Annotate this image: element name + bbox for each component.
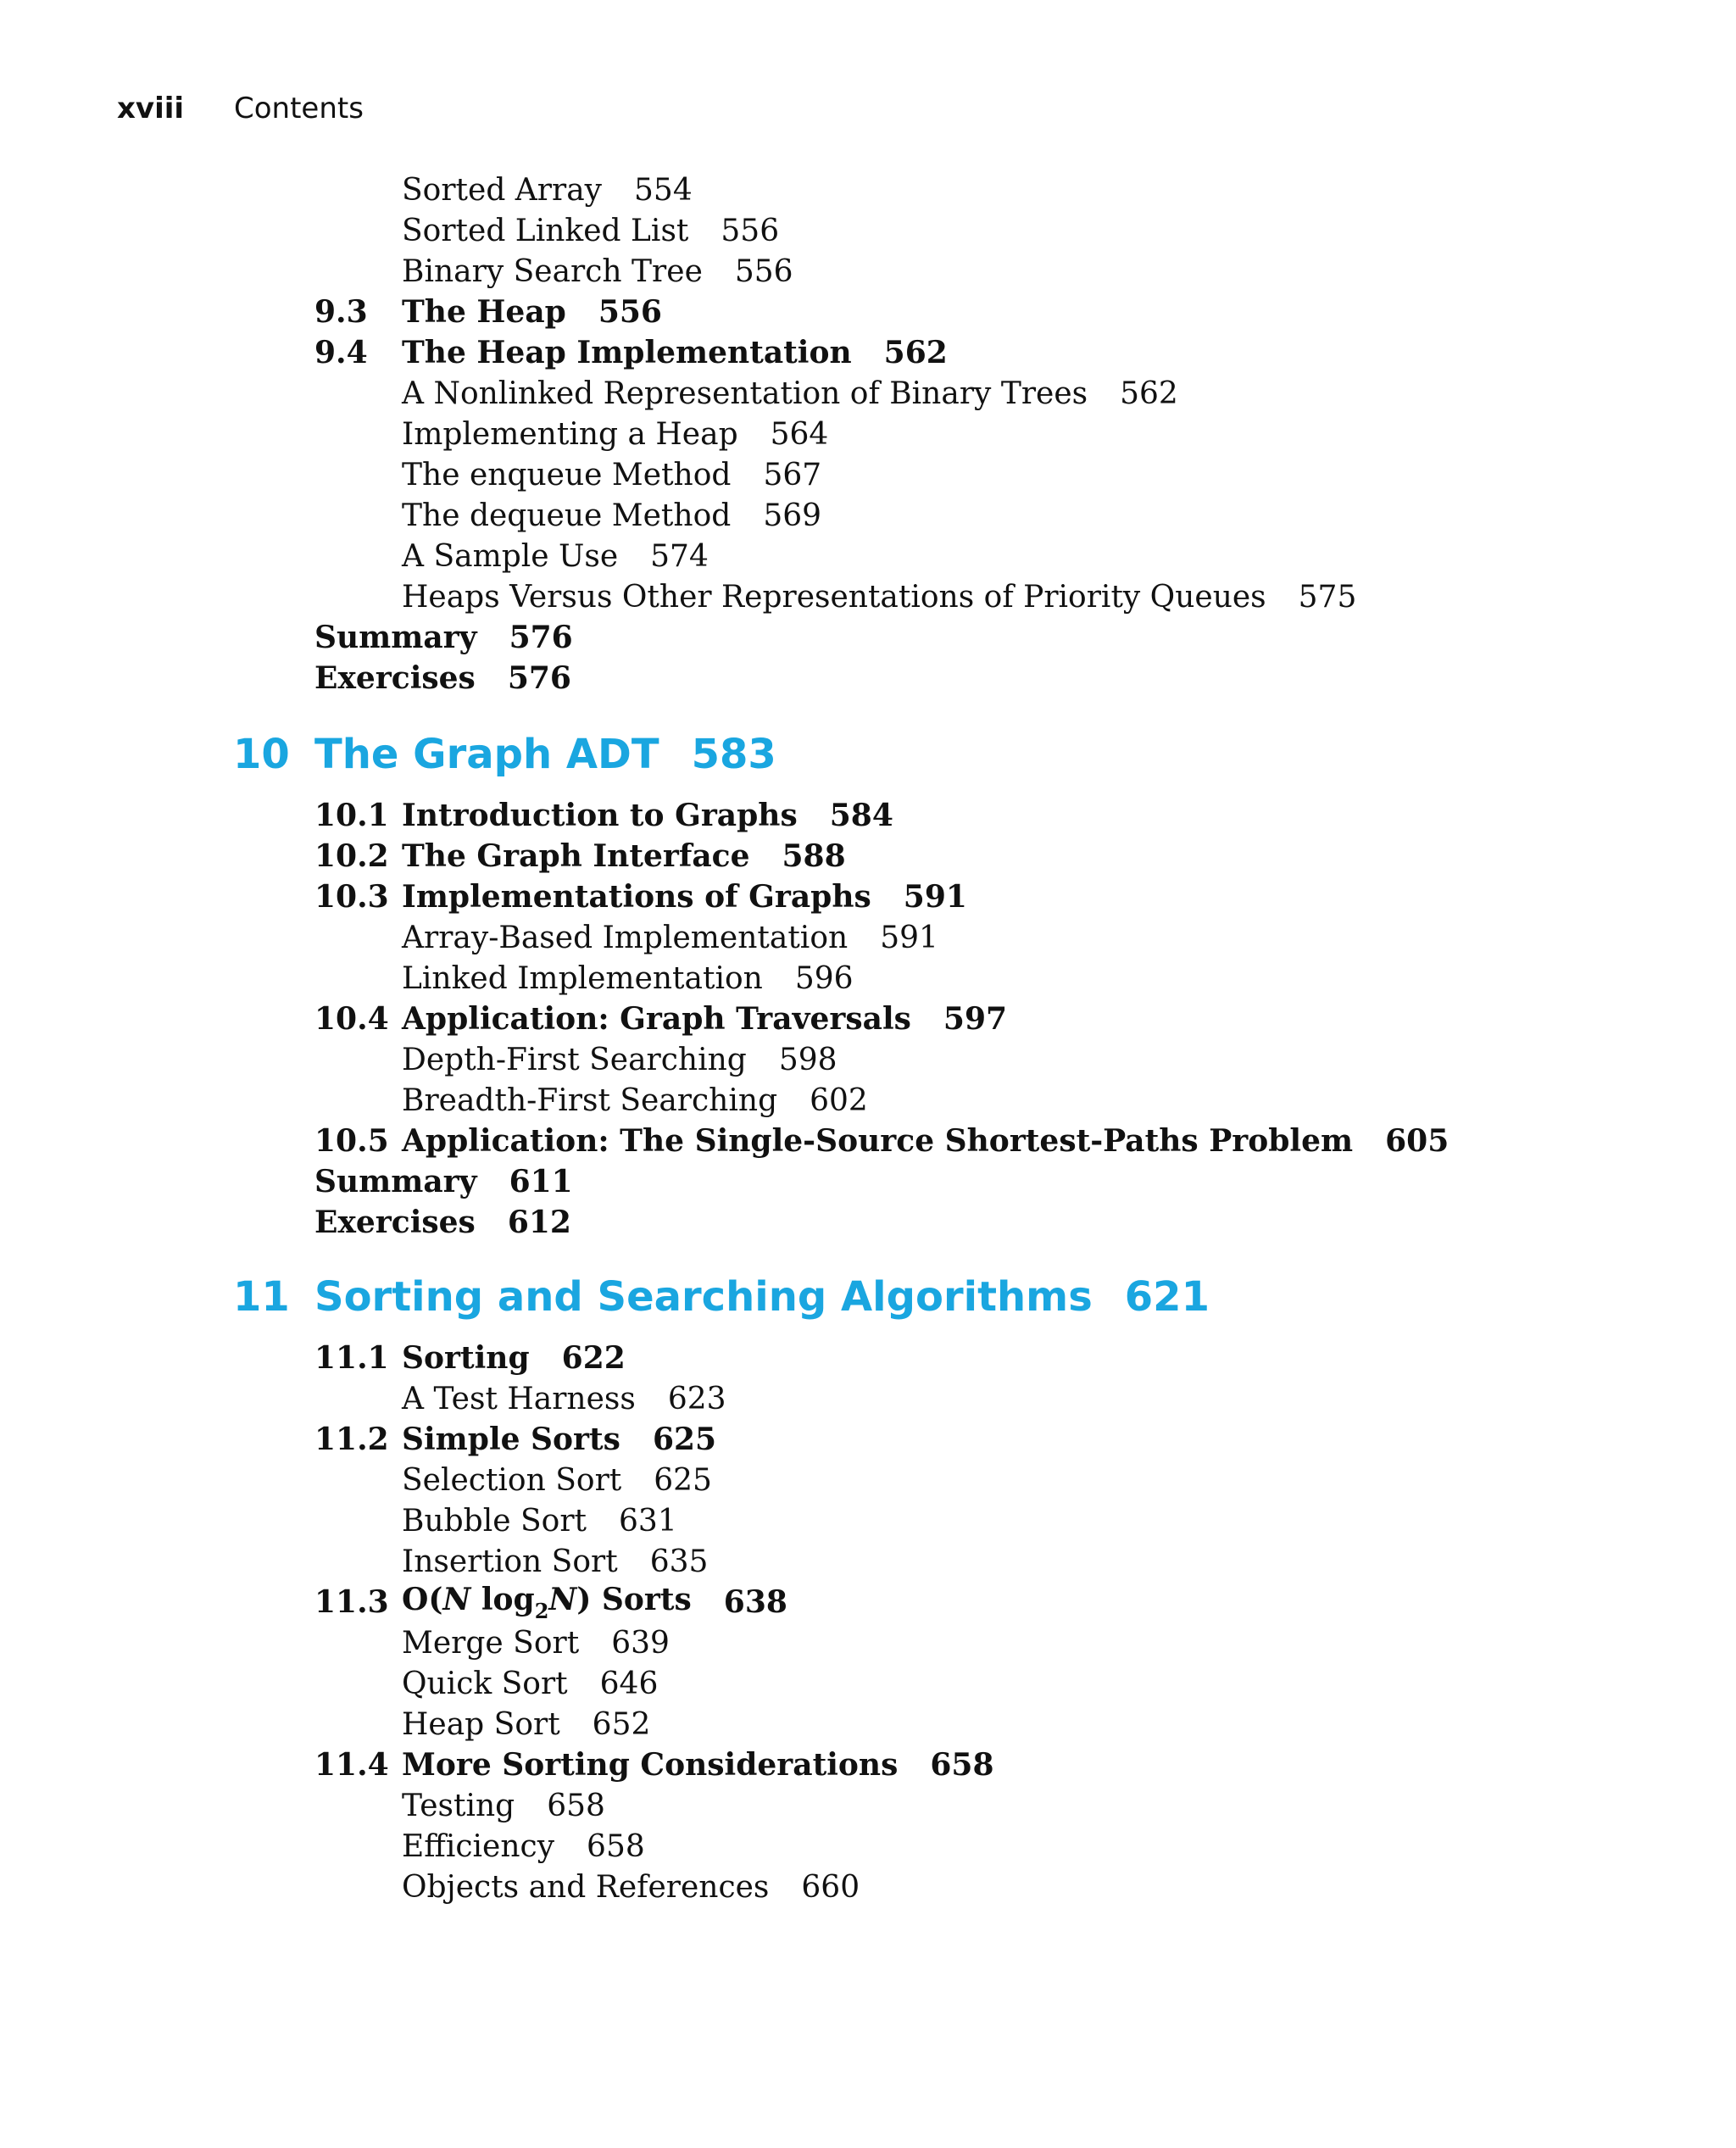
toc-section bbox=[314, 1161, 573, 1202]
page-ref: 591 bbox=[880, 920, 938, 955]
page-ref: 621 bbox=[1124, 1273, 1210, 1321]
page-ref: 576 bbox=[509, 620, 573, 655]
entry-title: Array-Based Implementation bbox=[402, 920, 849, 955]
toc-subsection bbox=[402, 1704, 650, 1745]
entry-title: Implementations of Graphs bbox=[402, 879, 871, 915]
page-ref: 602 bbox=[810, 1082, 868, 1118]
toc-chapter bbox=[233, 1268, 1210, 1326]
toc-subsection bbox=[402, 170, 693, 210]
toc-subsection bbox=[402, 917, 938, 958]
entry-title: The enqueue Method bbox=[402, 457, 732, 492]
toc-subsection bbox=[402, 454, 821, 495]
entry-title: Exercises bbox=[314, 1205, 476, 1240]
toc-subsection bbox=[402, 414, 828, 454]
page-ref: 635 bbox=[649, 1544, 709, 1579]
section-number: 11.2 bbox=[314, 1422, 389, 1457]
entry-title: Heap Sort bbox=[402, 1706, 560, 1742]
toc-section bbox=[314, 1745, 994, 1785]
toc-subsection bbox=[402, 373, 1178, 414]
page-ref: 605 bbox=[1385, 1123, 1449, 1159]
entry-title bbox=[402, 1582, 692, 1623]
page-ref: 658 bbox=[547, 1788, 605, 1823]
toc-section bbox=[314, 658, 571, 698]
page-ref: 596 bbox=[794, 960, 854, 996]
entry-title: Sorting bbox=[402, 1340, 530, 1376]
entry-title: Quick Sort bbox=[402, 1666, 568, 1701]
page-ref: 612 bbox=[507, 1205, 571, 1240]
entry-title: Breadth-First Searching bbox=[402, 1082, 778, 1118]
toc-subsection bbox=[402, 1080, 868, 1121]
section-number: 10.2 bbox=[314, 838, 389, 874]
toc-section bbox=[314, 292, 662, 332]
page-ref: 583 bbox=[691, 731, 776, 778]
toc-section bbox=[314, 332, 948, 373]
page-ref: 575 bbox=[1298, 579, 1357, 615]
title-fragment: ) Sorts bbox=[576, 1581, 692, 1617]
running-title: Contents bbox=[234, 92, 364, 125]
entry-title: Introduction to Graphs bbox=[402, 798, 798, 833]
entry-title: Application: The Single-Source Shortest-Paths Problem bbox=[402, 1123, 1354, 1159]
toc-section bbox=[314, 999, 1007, 1039]
page-ref: 625 bbox=[654, 1462, 712, 1498]
page-ref: 562 bbox=[1120, 376, 1178, 411]
entry-title: Simple Sorts bbox=[402, 1422, 620, 1457]
toc-section bbox=[314, 1338, 626, 1378]
toc-subsection bbox=[402, 1039, 837, 1080]
page-ref: 597 bbox=[943, 1001, 1008, 1037]
page-ref: 639 bbox=[611, 1625, 670, 1661]
entry-title: Insertion Sort bbox=[402, 1544, 618, 1579]
page-ref: 576 bbox=[507, 660, 571, 696]
section-number: 10.3 bbox=[314, 879, 389, 915]
toc-section bbox=[314, 1121, 1449, 1161]
page-ref: 574 bbox=[650, 538, 709, 574]
entry-title: The Heap Implementation bbox=[402, 335, 852, 370]
entry-title: Summary bbox=[314, 620, 477, 655]
entry-title: Linked Implementation bbox=[402, 960, 763, 996]
entry-title: The dequeue Method bbox=[402, 498, 732, 533]
toc-subsection bbox=[402, 251, 793, 292]
toc-subsection bbox=[402, 1541, 708, 1582]
entry-title: A Test Harness bbox=[402, 1381, 636, 1416]
entry-title: Implementing a Heap bbox=[402, 416, 738, 452]
toc-subsection bbox=[402, 1500, 677, 1541]
toc-section bbox=[314, 876, 967, 917]
entry-title: Heaps Versus Other Representations of Priority Queues bbox=[402, 579, 1266, 615]
title-fragment: O( bbox=[402, 1581, 443, 1617]
entry-title: Summary bbox=[314, 1164, 477, 1199]
entry-title: Depth-First Searching bbox=[402, 1042, 747, 1077]
entry-title: Sorted Linked List bbox=[402, 213, 689, 248]
page-ref: 564 bbox=[770, 416, 829, 452]
page-ref: 598 bbox=[778, 1042, 837, 1077]
entry-title: The Graph Interface bbox=[402, 838, 750, 874]
page-ref: 556 bbox=[598, 294, 662, 330]
page-ref: 625 bbox=[652, 1422, 717, 1457]
page-ref: 569 bbox=[763, 498, 822, 533]
chapter-title: Sorting and Searching Algorithms bbox=[314, 1273, 1093, 1321]
toc-subsection bbox=[402, 495, 821, 536]
entry-title: Efficiency bbox=[402, 1828, 555, 1864]
section-number: 10.4 bbox=[314, 1001, 389, 1037]
chapter-number: 10 bbox=[233, 731, 290, 778]
page-ref: 591 bbox=[903, 879, 967, 915]
toc-section bbox=[314, 795, 893, 836]
toc-subsection bbox=[402, 576, 1356, 617]
page-ref: 658 bbox=[587, 1828, 645, 1864]
entry-title: Application: Graph Traversals bbox=[402, 1001, 911, 1037]
toc-section bbox=[314, 1582, 787, 1622]
page-ref: 611 bbox=[509, 1164, 573, 1199]
page-ref: 556 bbox=[734, 253, 793, 289]
entry-title: The Heap bbox=[402, 294, 566, 330]
toc-subsection bbox=[402, 1785, 605, 1826]
section-number: 11.4 bbox=[314, 1747, 389, 1783]
toc-section bbox=[314, 1202, 571, 1243]
page-ref: 588 bbox=[782, 838, 846, 874]
toc-section bbox=[314, 617, 573, 658]
page-number: xviii bbox=[117, 92, 185, 125]
section-number: 9.4 bbox=[314, 335, 368, 370]
section-number: 11.3 bbox=[314, 1584, 389, 1620]
entry-title: Testing bbox=[402, 1788, 515, 1823]
page-ref: 638 bbox=[723, 1584, 787, 1620]
entry-title: Objects and References bbox=[402, 1869, 770, 1905]
entry-title: Selection Sort bbox=[402, 1462, 622, 1498]
page-ref: 554 bbox=[634, 172, 693, 208]
page-ref: 660 bbox=[801, 1869, 860, 1905]
title-fragment: log bbox=[470, 1581, 535, 1617]
toc-subsection bbox=[402, 1378, 726, 1419]
entry-title: A Nonlinked Representation of Binary Trees bbox=[402, 376, 1088, 411]
page-ref: 556 bbox=[721, 213, 780, 248]
title-fragment: N bbox=[548, 1581, 577, 1617]
chapter-title: The Graph ADT bbox=[314, 731, 659, 778]
toc-subsection bbox=[402, 536, 709, 576]
chapter-number: 11 bbox=[233, 1273, 290, 1321]
section-number: 10.1 bbox=[314, 798, 389, 833]
toc-section bbox=[314, 1419, 716, 1460]
section-number: 10.5 bbox=[314, 1123, 389, 1159]
page-ref: 646 bbox=[599, 1666, 659, 1701]
page-ref: 622 bbox=[561, 1340, 626, 1376]
title-fragment: 2 bbox=[534, 1598, 549, 1623]
entry-title: Sorted Array bbox=[402, 172, 603, 208]
toc-subsection bbox=[402, 1867, 860, 1907]
entry-title: Exercises bbox=[314, 660, 476, 696]
entry-title: Bubble Sort bbox=[402, 1503, 587, 1539]
toc-subsection bbox=[402, 1663, 658, 1704]
section-number: 9.3 bbox=[314, 294, 368, 330]
title-fragment: N bbox=[442, 1581, 471, 1617]
page-ref: 652 bbox=[592, 1706, 651, 1742]
section-number: 11.1 bbox=[314, 1340, 389, 1376]
page-ref: 567 bbox=[763, 457, 822, 492]
entry-title: Binary Search Tree bbox=[402, 253, 703, 289]
entry-title: More Sorting Considerations bbox=[402, 1747, 899, 1783]
toc-subsection bbox=[402, 210, 779, 251]
toc-section bbox=[314, 836, 846, 876]
entry-title: Merge Sort bbox=[402, 1625, 580, 1661]
page-ref: 631 bbox=[619, 1503, 677, 1539]
toc-subsection bbox=[402, 958, 854, 999]
toc-subsection bbox=[402, 1460, 712, 1500]
page-ref: 623 bbox=[667, 1381, 726, 1416]
entry-title: A Sample Use bbox=[402, 538, 619, 574]
toc-subsection bbox=[402, 1826, 645, 1867]
page-ref: 658 bbox=[930, 1747, 994, 1783]
page-ref: 562 bbox=[883, 335, 948, 370]
toc-subsection bbox=[402, 1622, 670, 1663]
page-ref: 584 bbox=[829, 798, 893, 833]
toc-chapter bbox=[233, 726, 776, 783]
